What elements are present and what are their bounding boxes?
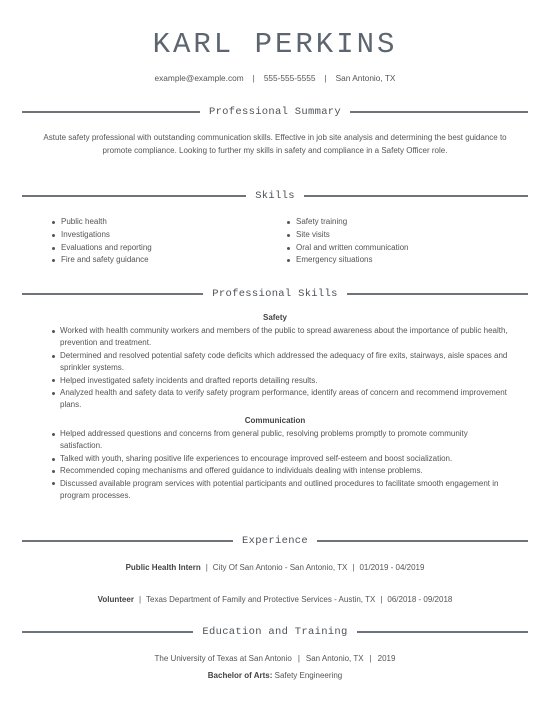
- section-heading-professional-skills: [22, 287, 528, 301]
- section-heading-summary: [22, 105, 528, 119]
- separator: |: [369, 654, 372, 663]
- graduation-year: 2019: [377, 654, 396, 663]
- degree-field: Safety Engineering: [274, 671, 343, 680]
- resume-name: KARL PERKINS: [152, 28, 398, 61]
- skill-item: Site visits: [287, 229, 409, 242]
- separator: |: [352, 563, 355, 572]
- section-heading-education: [22, 625, 528, 639]
- subheading-communication: Communication: [244, 416, 306, 425]
- section-title: Skills: [255, 190, 295, 202]
- skill-item: Oral and written communication: [287, 242, 409, 255]
- subheading-safety: Safety: [262, 313, 287, 322]
- separator: |: [205, 563, 208, 572]
- skill-item: Public health: [52, 216, 152, 229]
- contact-email: example@example.com: [154, 73, 244, 83]
- skill-item: Evaluations and reporting: [52, 242, 152, 255]
- divider-line: [304, 195, 528, 197]
- skills-list-left: [52, 216, 152, 267]
- bullet-item: Determined and resolved potential safety code deficits which addressed the adequacy of fire exits, stairways, aisle spaces and sprinkler systems.: [52, 350, 512, 375]
- divider-line: [357, 631, 528, 633]
- bullet-item: Recommended coping mechanisms and offered guidance to individuals dealing with intense problems.: [52, 465, 512, 477]
- divider-line: [22, 631, 193, 633]
- summary-text: Astute safety professional with outstanding communication skills. Effective in job site analysis and determining the best guidance to promote compliance. Looking to further my skills in safety and compliance in a Safety Officer role.: [43, 133, 507, 155]
- skill-item: Fire and safety guidance: [52, 254, 152, 267]
- education-degree-line: [0, 671, 550, 680]
- skill-item: Safety training: [287, 216, 409, 229]
- divider-line: [22, 293, 203, 295]
- communication-bullets: [52, 428, 512, 502]
- bullet-item: Analyzed health and safety data to verify safety program performance, identify areas of concern and recommend improvement plans.: [52, 387, 512, 412]
- bullet-item: Worked with health community workers and members of the public to spread awareness about the importance of public health, prevention and treatment.: [52, 325, 512, 350]
- school-name: The University of Texas at San Antonio: [154, 654, 292, 663]
- degree-label: Bachelor of Arts: [207, 671, 270, 680]
- bullet-item: Discussed available program services with potential participants and outlined procedures to facilitate smooth engagement in program processes.: [52, 478, 512, 503]
- separator: |: [297, 654, 300, 663]
- contact-separator: |: [252, 73, 255, 83]
- experience-entry: [0, 595, 550, 604]
- job-dates: 01/2019 - 04/2019: [359, 563, 425, 572]
- job-dates: 06/2018 - 09/2018: [387, 595, 453, 604]
- divider-line: [317, 540, 528, 542]
- contact-phone: 555-555-5555: [263, 73, 316, 83]
- bullet-item: Helped addressed questions and concerns from general public, resolving problems promptly to promote community satisfaction.: [52, 428, 512, 453]
- bullet-item: Helped investigated safety incidents and drafted reports detailing results.: [52, 375, 512, 387]
- job-organization: Texas Department of Family and Protective Services - Austin, TX: [146, 595, 376, 604]
- section-title: Professional Skills: [212, 288, 338, 300]
- contact-location: San Antonio, TX: [335, 73, 396, 83]
- experience-entry: [0, 563, 550, 572]
- divider-line: [22, 195, 246, 197]
- divider-line: [22, 111, 200, 113]
- divider-line: [347, 293, 528, 295]
- skills-list-right: [287, 216, 409, 267]
- skill-item: Emergency situations: [287, 254, 409, 267]
- degree-colon: :: [269, 671, 273, 680]
- skill-item: Investigations: [52, 229, 152, 242]
- section-title: Professional Summary: [208, 106, 342, 118]
- section-heading-skills: [22, 189, 528, 203]
- separator: |: [380, 595, 383, 604]
- divider-line: [350, 111, 528, 113]
- education-school-line: [0, 654, 550, 663]
- contact-separator: |: [324, 73, 327, 83]
- bullet-item: Talked with youth, sharing positive life experiences to encourage improved self-esteem and boost socialization.: [52, 453, 512, 465]
- job-title: Volunteer: [97, 595, 134, 604]
- school-location: San Antonio, TX: [305, 654, 364, 663]
- divider-line: [22, 540, 233, 542]
- contact-line: [0, 73, 550, 83]
- job-title: Public Health Intern: [125, 563, 201, 572]
- safety-bullets: [52, 325, 512, 412]
- separator: |: [138, 595, 142, 604]
- job-organization: City Of San Antonio - San Antonio, TX: [212, 563, 348, 572]
- section-title: Education and Training: [202, 626, 348, 638]
- section-heading-experience: [22, 534, 528, 548]
- section-title: Experience: [242, 535, 309, 547]
